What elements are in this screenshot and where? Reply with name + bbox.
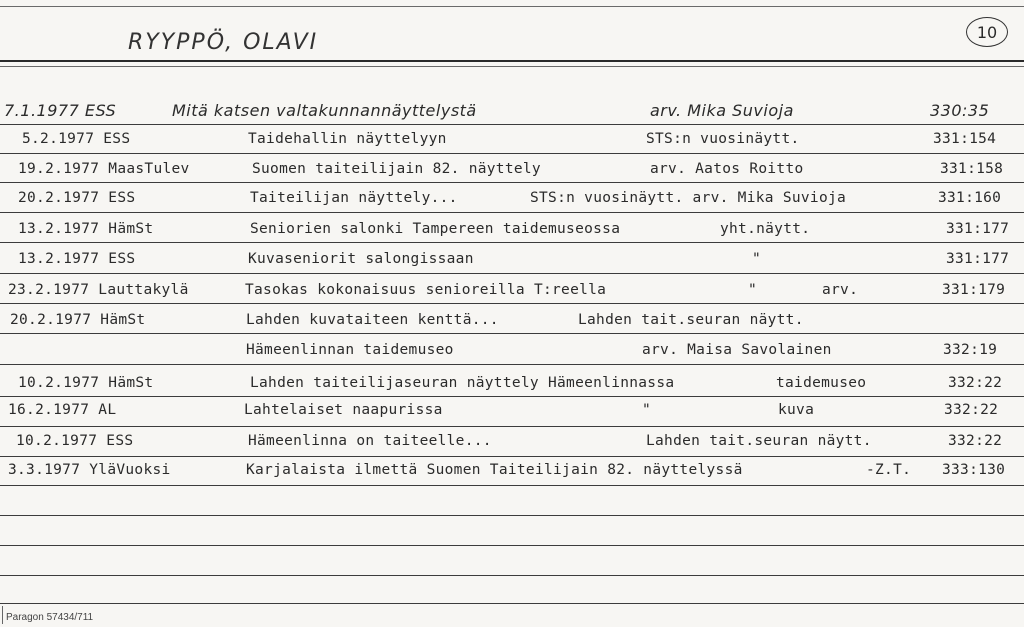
entry-ref: 332:22 — [944, 402, 999, 418]
entry-ref: 333:130 — [942, 462, 1006, 478]
entry-date: 7.1.1977 ESS — [4, 101, 117, 120]
entry-ref: 332:19 — [943, 342, 998, 358]
card-number-badge — [966, 17, 1008, 47]
entry-note-2: kuva — [778, 402, 815, 418]
entry-date: 16.2.1977 AL — [8, 402, 117, 418]
entry-note: STS:n vuosinäytt. — [646, 131, 800, 147]
list-item — [0, 251, 1024, 275]
entry-date: 13.2.1977 ESS — [18, 251, 136, 267]
entry-ref: 331:154 — [933, 131, 997, 147]
list-item — [0, 462, 1024, 486]
entry-note: yht.näytt. — [720, 221, 811, 237]
entry-ref: 332:22 — [948, 375, 1003, 391]
row-rule — [0, 396, 1024, 397]
row-rule — [0, 364, 1024, 365]
entry-date: 20.2.1977 ESS — [18, 190, 136, 206]
row-rule — [0, 182, 1024, 183]
entry-title: Hämeenlinna on taiteelle... — [248, 433, 492, 449]
entry-ref: 331:160 — [938, 190, 1002, 206]
entry-note: Lahden tait.seuran näytt. — [646, 433, 872, 449]
entry-date: 23.2.1977 Lauttakylä — [8, 282, 189, 298]
entry-ref: 331:177 — [946, 221, 1010, 237]
row-rule — [0, 303, 1024, 304]
entry-date: 10.2.1977 ESS — [16, 433, 134, 449]
entry-date: 20.2.1977 HämSt — [10, 312, 146, 328]
list-item — [0, 190, 1024, 214]
entry-ref: 331:158 — [940, 161, 1004, 177]
entry-note: arv. Mika Suvioja — [650, 101, 794, 120]
entry-note: " — [752, 251, 762, 267]
row-rule — [0, 426, 1024, 427]
entry-title: Lahtelaiset naapurissa — [244, 402, 443, 418]
entry-title: Lahden kuvataiteen kenttä... — [246, 312, 499, 328]
entry-title: Tasokas kokonaisuus senioreilla T:reella — [245, 282, 607, 298]
entry-date: 13.2.1977 HämSt — [18, 221, 154, 237]
list-item — [0, 342, 1024, 366]
row-rule — [0, 333, 1024, 334]
row-rule — [0, 273, 1024, 274]
entry-note: " — [748, 282, 758, 298]
entry-ref: 330:35 — [930, 101, 990, 120]
entry-note: arv. Maisa Savolainen — [642, 342, 832, 358]
entry-note: Lahden tait.seuran näytt. — [578, 312, 804, 328]
row-rule — [0, 515, 1024, 516]
row-rule — [0, 545, 1024, 546]
entry-ref: 331:177 — [946, 251, 1010, 267]
entry-note: -Z.T. — [866, 462, 912, 478]
entry-ref: 332:22 — [948, 433, 1003, 449]
entry-date: 5.2.1977 ESS — [22, 131, 131, 147]
list-item — [0, 101, 1024, 125]
card-number: 10 — [976, 22, 998, 42]
row-rule — [0, 575, 1024, 576]
person-name: RYYPPÖ, OLAVI — [128, 30, 319, 55]
entry-title: Kuvaseniorit salongissaan — [248, 251, 474, 267]
entry-title: Taidehallin näyttelyyn — [248, 131, 447, 147]
list-item — [0, 433, 1024, 457]
top-rule — [0, 6, 1024, 7]
entry-date: 19.2.1977 MaasTulev — [18, 161, 190, 177]
entry-title: Karjalaista ilmettä Suomen Taiteilijain 82. näyttelyssä — [246, 462, 743, 478]
printer-mark: Paragon 57434/711 — [6, 612, 94, 623]
header-rule-2 — [0, 66, 1024, 67]
entry-note: arv. Aatos Roitto — [650, 161, 804, 177]
header-rule — [0, 60, 1024, 62]
entry-note-2: arv. — [822, 282, 859, 298]
list-item — [0, 131, 1024, 155]
entry-ref: 331:179 — [942, 282, 1006, 298]
entry-note: STS:n vuosinäytt. arv. Mika Suvioja — [530, 190, 847, 206]
entry-title: Mitä katsen valtakunnannäyttelystä — [172, 101, 477, 120]
entry-title: Hämeenlinnan taidemuseo — [246, 342, 454, 358]
list-item — [0, 402, 1024, 426]
entry-date: 10.2.1977 HämSt — [18, 375, 154, 391]
row-rule — [0, 124, 1024, 125]
entry-date: 3.3.1977 YläVuoksi — [8, 462, 171, 478]
row-rule — [0, 242, 1024, 243]
row-rule — [0, 456, 1024, 457]
entry-title: Lahden taiteilijaseuran näyttely Hämeenlinnassa — [250, 375, 675, 391]
entry-note: taidemuseo — [776, 375, 867, 391]
row-rule — [0, 485, 1024, 486]
entry-title: Suomen taiteilijain 82. näyttely — [252, 161, 541, 177]
entry-title: Taiteilijan näyttely... — [250, 190, 458, 206]
entry-title: Seniorien salonki Tampereen taidemuseossa — [250, 221, 621, 237]
row-rule — [0, 153, 1024, 154]
footer-divider — [2, 606, 3, 624]
row-rule — [0, 603, 1024, 604]
entry-note: " — [642, 402, 652, 418]
row-rule — [0, 212, 1024, 213]
